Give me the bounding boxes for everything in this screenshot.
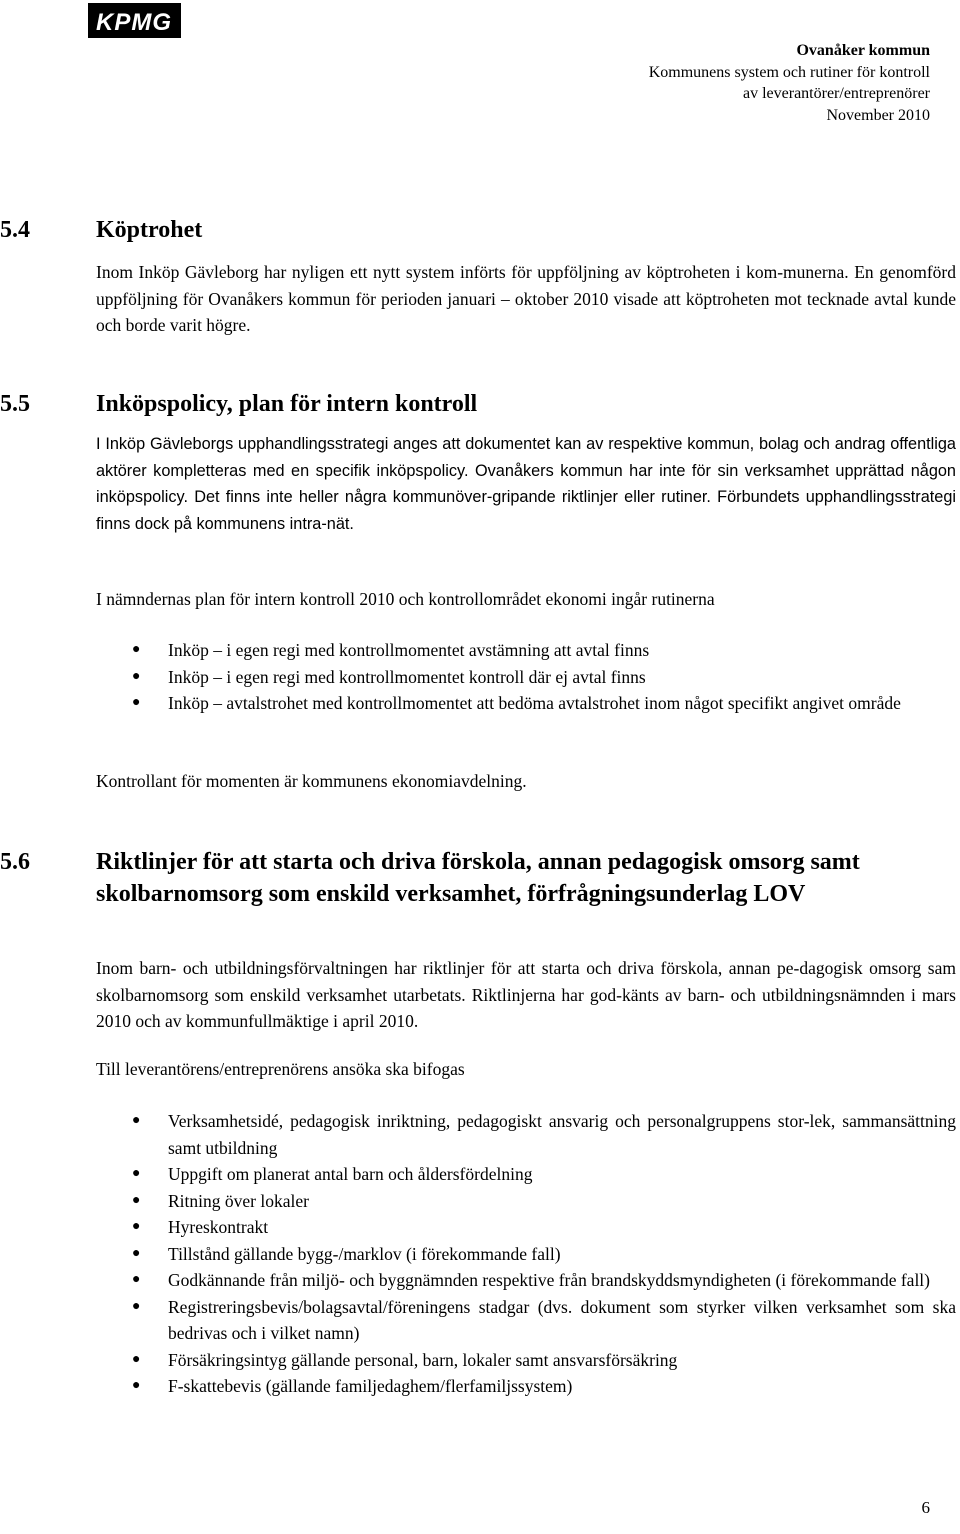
document-header: [649, 40, 930, 126]
bullet-icon: ●: [132, 668, 141, 684]
section-title: Riktlinjer för att starta och driva förskola, annan pedagogisk omsorg samt skolbarnomsorg som enskild verksamhet, förfrågningsunderlag LOV: [96, 849, 860, 907]
list-item: ● Inköp – i egen regi med kontrollmomentet kontroll där ej avtal finns: [96, 664, 956, 691]
section-5-5-bullet-list: [96, 637, 956, 717]
section-5-5-paragraph-2: I nämndernas plan för intern kontroll 2010 och kontrollområdet ekonomi ingår rutinerna: [96, 589, 715, 609]
list-item: ● Ritning över lokaler: [96, 1188, 956, 1215]
section-number: 5.4: [0, 217, 30, 243]
header-organization: Ovanåker kommun: [796, 42, 930, 59]
header-date: November 2010: [826, 106, 930, 124]
section-title: Inköpspolicy, plan för intern kontroll: [96, 391, 478, 417]
section-5-5-paragraph-1: I Inköp Gävleborgs upphandlingsstrategi anges att dokumentet kan av respektive kommun, bolag och andrag offentliga aktörer kompletteras med en specifik inköpspolicy. Ovanåkers kommun har inte för sin verksamhet upprättad någon inköpspolicy. Det finns inte heller några kommunöver-gripande riktlinjer eller rutiner. Förbundets upphandlingsstrategi finns dock på kommunens intra-nät.: [96, 435, 956, 533]
kpmg-logo: [88, 3, 181, 38]
section-number: 5.5: [0, 391, 30, 417]
bullet-icon: ●: [132, 1166, 141, 1181]
list-item: ● Registreringsbevis/bolagsavtal/föreningens stadgar (dvs. dokument som styrker vilken verksamhet som ska bedrivas och i vilket namn): [96, 1294, 956, 1347]
bullet-icon: ●: [132, 1272, 141, 1287]
bullet-icon: ●: [132, 1113, 141, 1128]
section-5-6-paragraph-1: Inom barn- och utbildningsförvaltningen har riktlinjer för att starta och driva förskola, annan pe-dagogisk omsorg sam skolbarnomsorg som enskild verksamhet utarbetats. Riktlinjerna har god-känts av barn- och utbildningsnämnden i mars 2010 och av kommunfullmäktige i april 2010.: [96, 958, 956, 1031]
bullet-icon: ●: [132, 1219, 141, 1234]
section-5-6-paragraph-2: Till leverantörens/entreprenörens ansöka ska bifogas: [96, 1059, 465, 1079]
header-subtitle-line1: Kommunens system och rutiner för kontroll: [648, 63, 930, 81]
svg-text:KPMG: KPMG: [96, 9, 172, 36]
list-item: ● Hyreskontrakt: [96, 1214, 956, 1241]
bullet-icon: ●: [132, 1351, 141, 1367]
list-item: ● Godkännande från miljö- och byggnämnden respektive från brandskyddsmyndigheten (i förekommande fall): [96, 1267, 956, 1294]
bullet-icon: ●: [132, 1298, 141, 1314]
section-5-6-bullet-list: [96, 1108, 956, 1400]
list-item: ● Uppgift om planerat antal barn och åldersfördelning: [96, 1161, 956, 1188]
section-5-5-paragraph-3: Kontrollant för momenten är kommunens ekonomiavdelning.: [96, 771, 527, 791]
bullet-icon: ●: [132, 1378, 141, 1393]
header-subtitle-line2: av leverantörer/entreprenörer: [743, 85, 930, 102]
list-item: ● F-skattebevis (gällande familjedaghem/flerfamiljssystem): [96, 1373, 956, 1400]
bullet-icon: ●: [132, 1192, 141, 1208]
list-item: ● Inköp – i egen regi med kontrollmomentet avstämning att avtal finns: [96, 637, 956, 664]
page-number: 6: [921, 1498, 930, 1517]
bullet-icon: ●: [132, 1245, 141, 1261]
bullet-icon: ●: [132, 695, 141, 710]
list-item: ● Tillstånd gällande bygg-/marklov (i förekommande fall): [96, 1241, 956, 1268]
section-title: Köptrohet: [96, 217, 203, 243]
bullet-icon: ●: [132, 642, 141, 657]
section-5-4-paragraph: Inom Inköp Gävleborg har nyligen ett nytt system införts för uppföljning av köptroheten i kom-munerna. En genomförd uppföljning för Ovanåkers kommun för perioden januari – oktober 2010 visade att köptroheten mot tecknade avtal kunde och borde varit högre.: [96, 262, 956, 335]
list-item: ● Verksamhetsidé, pedagogisk inriktning, pedagogiskt ansvarig och personalgruppens stor-lek, sammansättning samt utbildning: [96, 1108, 956, 1161]
list-item: ● Försäkringsintyg gällande personal, barn, lokaler samt ansvarsförsäkring: [96, 1347, 956, 1374]
section-number: 5.6: [0, 849, 30, 875]
list-item: ● Inköp – avtalstrohet med kontrollmomentet att bedöma avtalstrohet inom något specifikt angivet område: [96, 690, 956, 717]
